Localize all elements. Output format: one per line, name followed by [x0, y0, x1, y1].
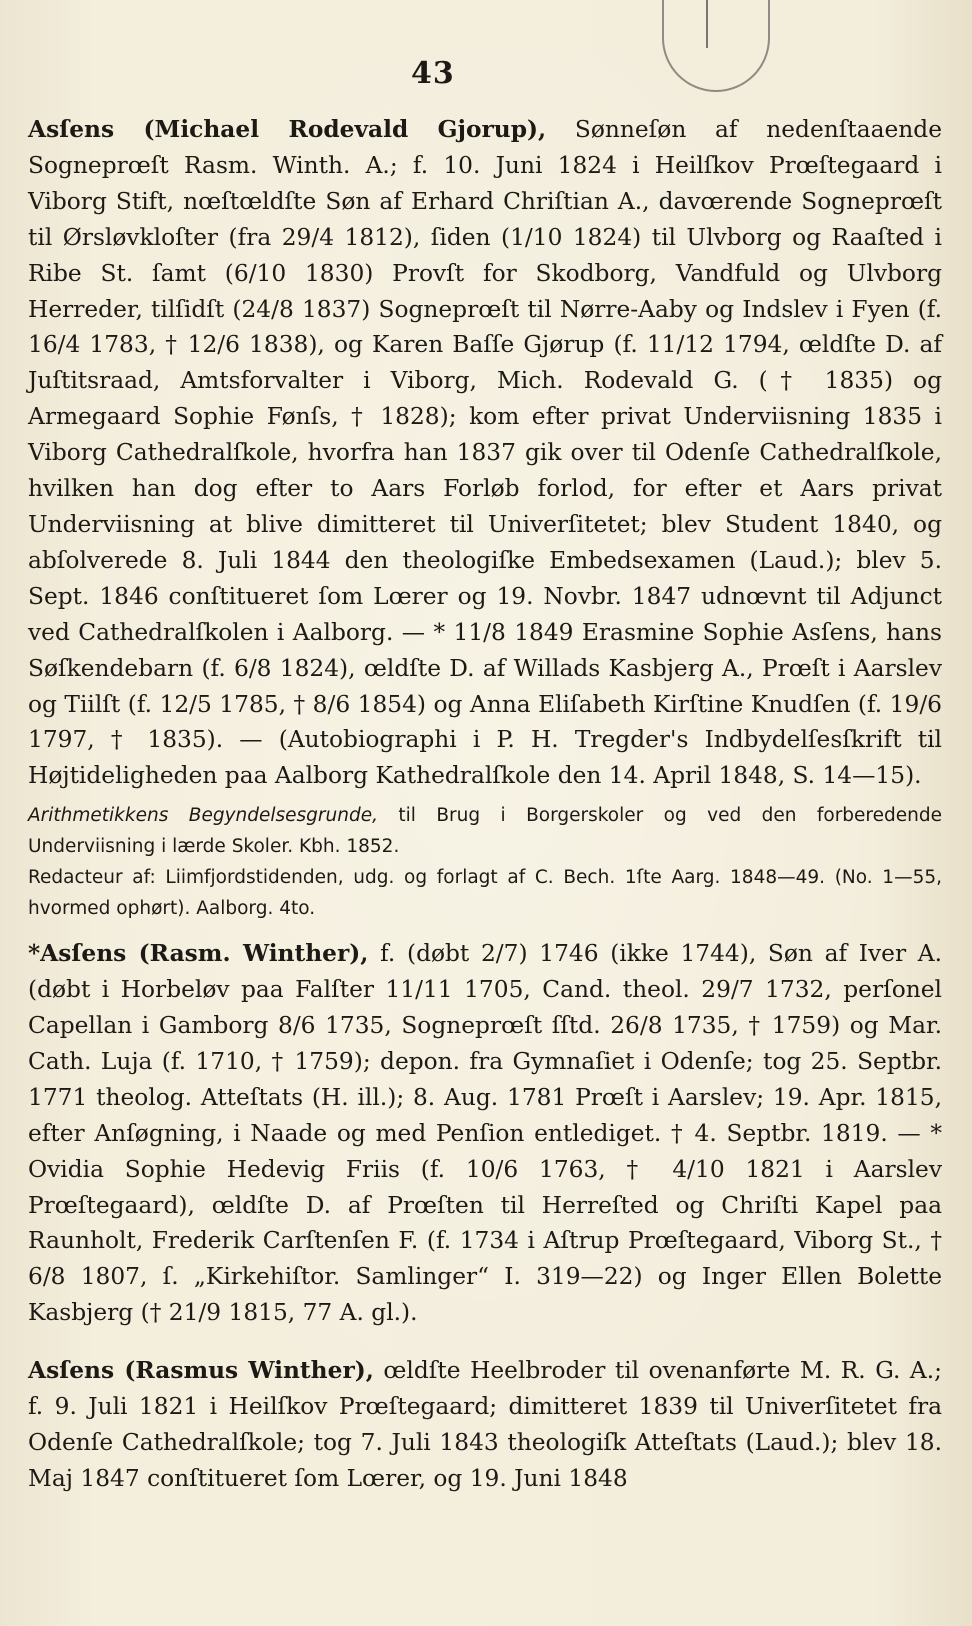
entry-heading: Asſens (Michael Rodevald Gjorup),	[28, 116, 547, 143]
entry-body: f. (døbt 2/7) 1746 (ikke 1744), Søn af Iver A. (døbt i Horbeløv paa Falſter 11/11 1705, Cand. theol. 29/7 1732, perſonel Capellan i Gamborg 8/6 1735, Sogneprœſt ſſtd. 26/8 1735, † 1759) og Mar. Cath. Luja (f. 1710, † 1759); depon. fra Gymnaſiet i Odenſe; tog 25. Septbr. 1771 theolog. Atteſtats (H. ill.); 8. Aug. 1781 Prœſt i Aarslev; 19. Apr. 1815, efter Anſøgning, i Naade og med Penſion entlediget. † 4. Septbr. 1819. — * Ovidia Sophie Hedevig Friis (f. 10/6 1763, † 4/10 1821 i Aarslev Prœſtegaard), œldſte D. af Prœſten til Herreſted og Chriſti Kapel paa Raunholt, Frederik Carſtenſen F. (f. 1734 i Aſtrup Prœſtegaard, Viborg St., † 6/8 1807, ſ. „Kirkehiſtor. Samlinger“ I. 319—22) og Inger Ellen Bolette Kasbjerg († 21/9 1815, 77 A. gl.).	[28, 940, 943, 1327]
entry-paragraph	[28, 936, 942, 1331]
work-citation	[28, 800, 942, 862]
page-content	[28, 112, 942, 1497]
work-details: til Brug i Borgerskoler og ved den forberedende Underviisning i lærde Skoler. Kbh. 1852.	[28, 805, 942, 858]
work-title: Arithmetikkens Begyndelsesgrunde,	[28, 805, 378, 827]
editor-note-text: Redacteur af: Liimfjordstidenden, udg. og forlagt af C. Bech. 1ſte Aarg. 1848—49. (No. 1—55, hvormed ophørt). Aalborg. 4to.	[28, 867, 942, 920]
entry-michael-rodevald-gjorup	[28, 112, 942, 794]
entry-body: œldſte Heelbroder til ovenanførte M. R. G. A.; f. 9. Juli 1821 i Heilſkov Prœſtegaard; dimitteret 1839 til Univerſitetet fra Odenſe Cathedralſkole; tog 7. Juli 1843 theologiſk Atteſtats (Laud.); blev 18. Maj 1847 conſtitueret ſom Lœrer, og 19. Juni 1848	[28, 1357, 943, 1492]
entry-body: Sønneſøn af nedenſtaaende Sogneprœſt Rasm. Winth. A.; f. 10. Juni 1824 i Heilſkov Prœſtegaard i Viborg Stift, nœſtœldſte Søn af Erhard Chriſtian A., davœrende Sogneprœſt til Ørsløvkloſter (fra 29/4 1812), ſiden (1/10 1824) til Ulvborg og Raaſted i Ribe St. ſamt (6/10 1830) Provſt for Skodborg, Vandfuld og Ulvborg Herreder, tilſidſt (24/8 1837) Sogneprœſt til Nørre-Aaby og Indslev i Fyen (f. 16/4 1783, † 12/6 1838), og Karen Baſſe Gjørup (f. 11/12 1794, œldſte D. af Juſtitsraad, Amtsforvalter i Viborg, Mich. Rodevald G. († 1835) og Armegaard Sophie Fønſs, † 1828); kom efter privat Underviisning 1835 i Viborg Cathedralſkole, hvorfra han 1837 gik over til Odenſe Cathedralſkole, hvilken han dog efter to Aars Forløb forlod, for efter et Aars privat Underviisning at blive dimitteret til Univerſitetet; blev Student 1840, og abſolverede 8. Juli 1844 den theologiſke Embedsexamen (Laud.); blev 5. Sept. 1846 conſtitueret ſom Lœrer og 19. Novbr. 1847 udnœvnt til Adjunct ved Cathedralſkolen i Aalborg. — * 11/8 1849 Erasmine Sophie Asſens, hans Søſkendebarn (f. 6/8 1824), œldſte D. af Willads Kasbjerg A., Prœſt i Aarslev og Tiilſt (f. 12/5 1785, † 8/6 1854) og Anna Eliſabeth Kirſtine Knudſen (f. 19/6 1797, † 1835). — (Autobiographi i P. H. Tregder's Indbydelſesſkrift til Højtideligheden paa Aalborg Kathedralſkole den 14. April 1848, S. 14—15).	[28, 116, 943, 790]
page-tab-mark	[662, 0, 770, 92]
entry-heading: *Asſens (Rasm. Winther),	[28, 940, 369, 968]
editor-note	[28, 862, 942, 924]
entry-paragraph	[28, 1353, 942, 1497]
entry-rasm-winther-senior	[28, 936, 942, 1331]
entry-heading: Asſens (Rasmus Winther),	[28, 1357, 374, 1385]
entry-rasmus-winther	[28, 1353, 942, 1497]
entry-paragraph	[28, 112, 942, 794]
page-number: 43	[411, 56, 455, 91]
